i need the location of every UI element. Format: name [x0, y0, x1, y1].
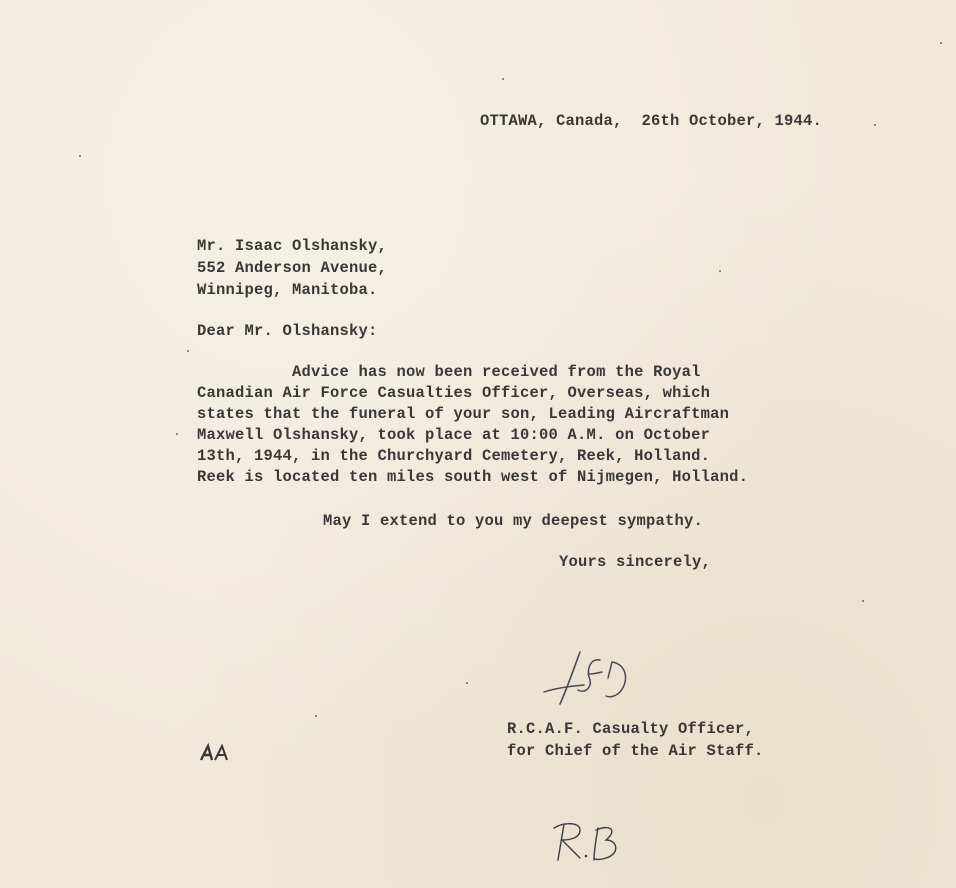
- body-line: Maxwell Olshansky, took place at 10:00 A.M. on October: [197, 426, 711, 444]
- dateline: OTTAWA, Canada, 26th October, 1944.: [480, 112, 823, 130]
- paper-speck: [79, 155, 81, 157]
- closing: Yours sincerely,: [559, 553, 712, 571]
- sympathy-line: May I extend to you my deepest sympathy.: [323, 512, 704, 530]
- paper-speck: [874, 124, 876, 126]
- paper-speck: [719, 270, 721, 272]
- paper-speck: [940, 42, 942, 44]
- paper-speck: [502, 78, 504, 80]
- signature: [538, 648, 638, 712]
- paper-speck: [315, 715, 317, 717]
- handwritten-initials: [550, 818, 630, 864]
- body-line: Reek is located ten miles south west of Nijmegen, Holland.: [197, 468, 749, 486]
- paper-speck: [466, 682, 468, 684]
- addressee-name: Mr. Isaac Olshansky,: [197, 237, 388, 255]
- signatory-title: R.C.A.F. Casualty Officer,: [507, 720, 755, 738]
- body-line: 13th, 1944, in the Churchyard Cemetery, Reek, Holland.: [197, 447, 711, 465]
- body-line: states that the funeral of your son, Leading Aircraftman: [197, 405, 730, 423]
- body-line: Advice has now been received from the Royal: [197, 363, 701, 381]
- addressee-street: 552 Anderson Avenue,: [197, 259, 388, 277]
- addressee-city: Winnipeg, Manitoba.: [197, 281, 378, 299]
- paper-speck: [862, 600, 864, 602]
- reference-initials: [199, 743, 233, 763]
- paper-speck: [176, 433, 178, 435]
- body-line: Canadian Air Force Casualties Officer, Overseas, which: [197, 384, 711, 402]
- paper-speck: [187, 350, 189, 352]
- salutation: Dear Mr. Olshansky:: [197, 322, 378, 340]
- signatory-for: for Chief of the Air Staff.: [507, 742, 764, 760]
